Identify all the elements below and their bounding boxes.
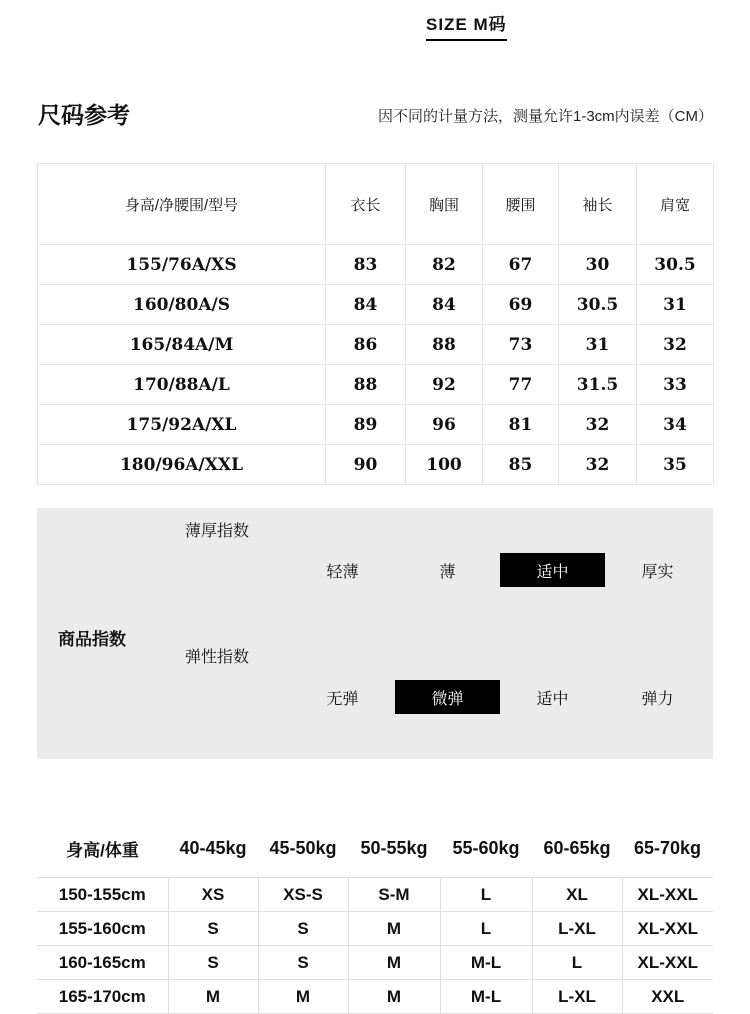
elasticity-index-label: 弹性指数 [185,649,250,666]
table-cell: 160-165cm [37,946,168,980]
option: 适中 [536,690,569,708]
column-header: 身高/净腰围/型号 [38,164,326,245]
option: 薄 [439,563,456,581]
table-cell: 86 [326,325,406,365]
table-cell: 31 [637,285,714,325]
table-cell: 83 [326,245,406,285]
selected-option: 微弹 [395,680,500,714]
table-cell: 77 [483,365,559,405]
table-cell: S [168,946,258,980]
table-cell: XL [532,878,622,912]
page-title: SIZE M码 [426,10,507,41]
elasticity-options [290,680,710,714]
table-row [38,245,714,285]
table-cell: XS-S [258,878,348,912]
table-row [37,878,713,912]
table-cell: 32 [559,445,637,485]
table-cell: 170/88A/L [38,365,326,405]
column-header: 肩宽 [637,164,714,245]
table-cell: 165/84A/M [38,325,326,365]
size-table-header-row [38,164,714,245]
column-header: 40-45kg [179,838,247,858]
size-table-body [38,245,714,485]
size-reference-heading: 尺码参考 [38,102,130,128]
column-header: 55-60kg [452,838,520,858]
measurement-tolerance-note: 因不同的计量方法，测量允许1-3cm内误差（CM） [377,108,713,125]
product-index-panel [37,508,713,759]
table-cell: M [348,912,440,946]
table-cell: 32 [637,325,714,365]
table-cell: L-XL [532,980,622,1014]
table-cell: XS [168,878,258,912]
table-cell: 32 [559,405,637,445]
table-cell: 96 [406,405,483,445]
table-cell: 155/76A/XS [38,245,326,285]
table-cell: 92 [406,365,483,405]
selected-option: 适中 [500,553,605,587]
table-cell: 67 [483,245,559,285]
table-cell: XL-XXL [622,878,713,912]
table-cell: XL-XXL [622,946,713,980]
option: 厚实 [641,563,674,581]
size-table-header [38,164,714,245]
table-cell: L [440,878,532,912]
thickness-index-label: 薄厚指数 [185,523,250,540]
height-weight-table [37,820,713,1014]
table-cell: M [168,980,258,1014]
column-header: 袖长 [559,164,637,245]
column-header: 腰围 [483,164,559,245]
table-cell: 180/96A/XXL [38,445,326,485]
table-cell: M [348,946,440,980]
table-cell: 35 [637,445,714,485]
table-cell: 84 [326,285,406,325]
table-cell: 73 [483,325,559,365]
table-cell: XXL [622,980,713,1014]
table-cell: 33 [637,365,714,405]
table-cell: 88 [326,365,406,405]
table-cell: 30 [559,245,637,285]
table-cell: M-L [440,946,532,980]
table-cell: 85 [483,445,559,485]
table-cell: 81 [483,405,559,445]
table-row [38,285,714,325]
table-cell: 89 [326,405,406,445]
table-cell: 31 [559,325,637,365]
table-cell: L [532,946,622,980]
table-row [38,405,714,445]
option: 无弹 [326,690,359,708]
height-weight-body [37,878,713,1014]
table-cell: 31.5 [559,365,637,405]
option: 弹力 [641,690,674,708]
table-row [37,946,713,980]
table-cell: 160/80A/S [38,285,326,325]
table-cell: 30.5 [559,285,637,325]
table-cell: 165-170cm [37,980,168,1014]
table-cell: 90 [326,445,406,485]
table-cell: 150-155cm [37,878,168,912]
height-weight-header [37,820,713,878]
table-cell: 34 [637,405,714,445]
table-cell: 82 [406,245,483,285]
thickness-options [290,553,710,587]
table-cell: 88 [406,325,483,365]
table-cell: 30.5 [637,245,714,285]
table-row [37,980,713,1014]
table-cell: 175/92A/XL [38,405,326,445]
column-header: 60-65kg [543,838,611,858]
table-cell: 155-160cm [37,912,168,946]
column-header: 50-55kg [360,838,428,858]
column-header: 衣长 [326,164,406,245]
table-cell: S-M [348,878,440,912]
column-header: 45-50kg [269,838,337,858]
table-cell: S [258,912,348,946]
table-row [38,445,714,485]
table-cell: M [258,980,348,1014]
table-cell: S [258,946,348,980]
table-cell: L-XL [532,912,622,946]
column-header: 身高/体重 [66,841,139,860]
height-weight-header-row [37,820,713,878]
table-cell: XL-XXL [622,912,713,946]
product-index-heading: 商品指数 [58,630,126,649]
table-cell: 69 [483,285,559,325]
option: 轻薄 [326,563,359,581]
table-cell: M-L [440,980,532,1014]
size-table [37,163,714,485]
column-header: 胸围 [406,164,483,245]
table-cell: M [348,980,440,1014]
table-row [38,365,714,405]
table-cell: 100 [406,445,483,485]
table-row [38,325,714,365]
column-header: 65-70kg [633,838,702,858]
table-cell: S [168,912,258,946]
table-cell: L [440,912,532,946]
table-row [37,912,713,946]
table-cell: 84 [406,285,483,325]
